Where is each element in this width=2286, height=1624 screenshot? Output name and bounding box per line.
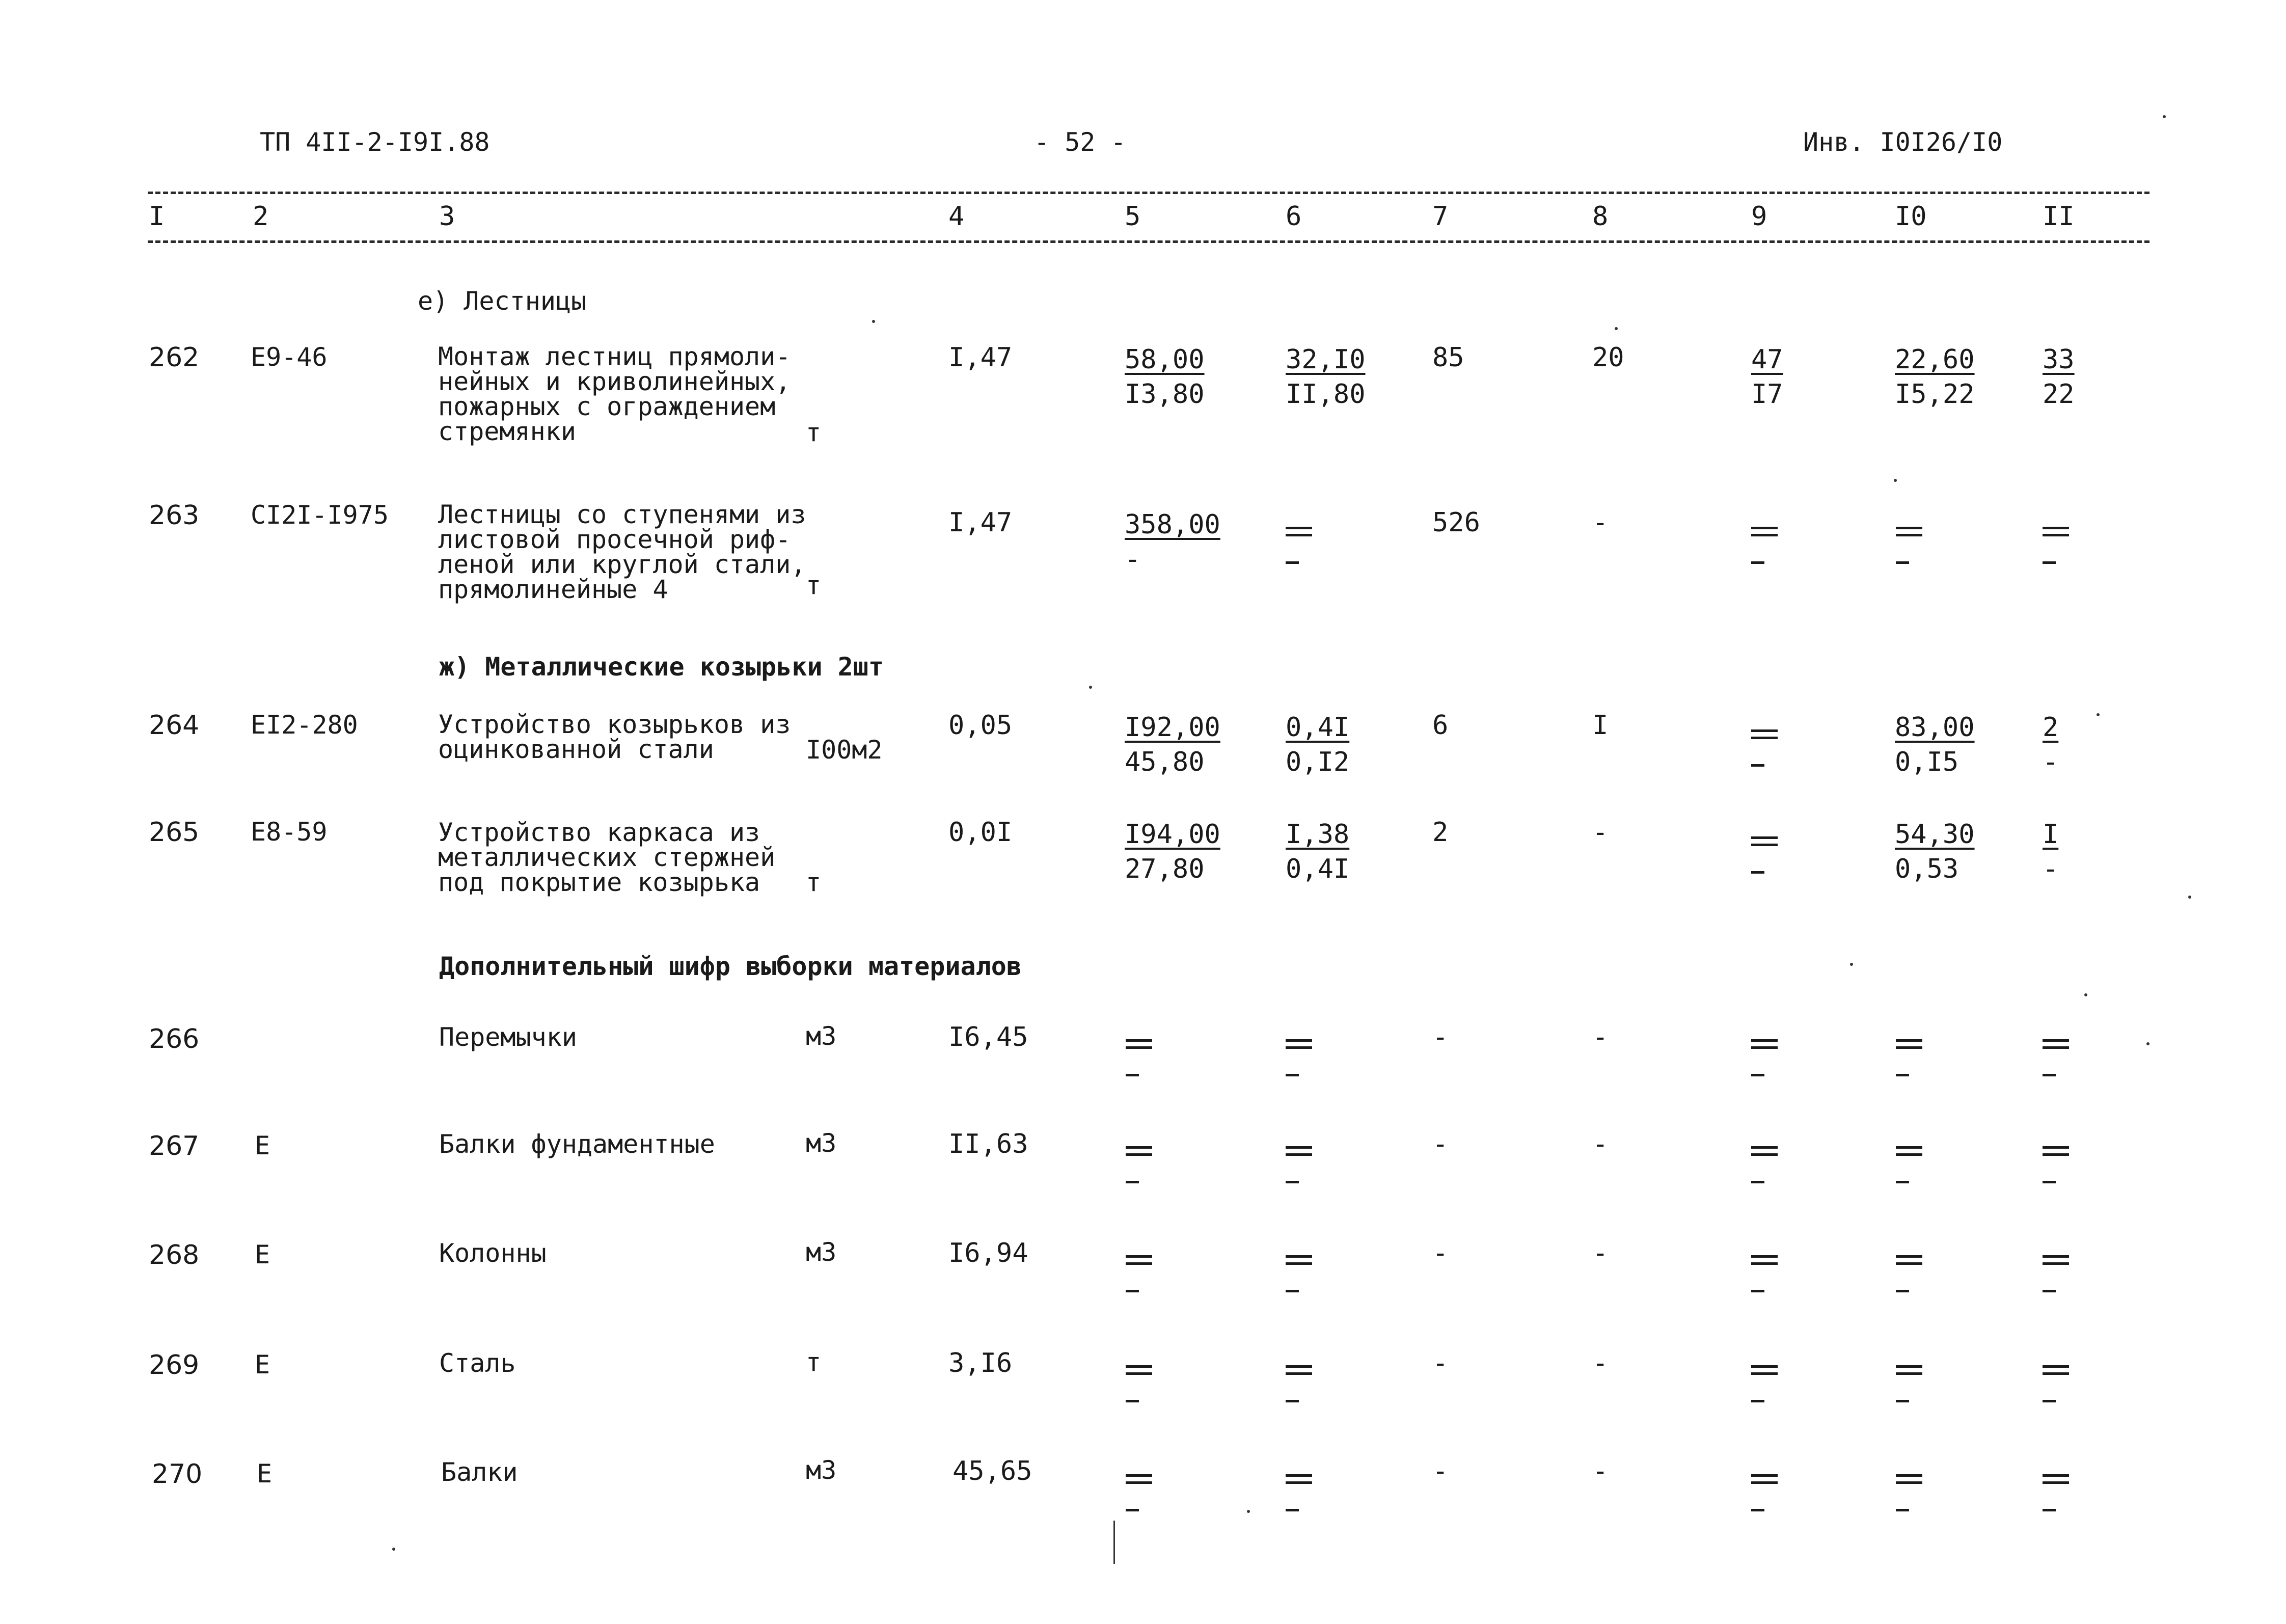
cell-col9-dash (1751, 1027, 1778, 1083)
cell-col6-dash (1286, 1134, 1312, 1190)
cell-col6: $\frac{I,38}{0,4I}$ (1286, 819, 1350, 884)
row-number: 264 (149, 710, 200, 741)
cell-col7: - (1432, 1022, 1449, 1052)
scan-speck (872, 320, 875, 323)
cell-col5-dash (1126, 1462, 1152, 1518)
row-description: Сталь (439, 1348, 516, 1378)
scan-artifact-line (1113, 1521, 1115, 1564)
cell-col11: 2 - (2043, 712, 2059, 777)
cell-col7: 6 (1432, 710, 1449, 741)
cell-col9-dash (1751, 717, 1778, 773)
cell-col8: - (1592, 817, 1609, 848)
col-header-11: II (2043, 201, 2075, 232)
col-header-3: 3 (439, 201, 455, 232)
cell-col5-dash (1126, 1353, 1152, 1409)
cell-col9-dash (1751, 515, 1778, 571)
row-unit: т (806, 418, 822, 447)
cell-col9-dash (1751, 1353, 1778, 1409)
cell-col8: - (1592, 1022, 1609, 1052)
row-quantity: I6,45 (948, 1022, 1028, 1052)
row-description: Балки (441, 1457, 518, 1487)
cell-col10-dash (1896, 515, 1922, 571)
row-unit: т (806, 868, 822, 897)
col-header-7: 7 (1432, 201, 1449, 232)
scan-speck (2097, 713, 2100, 716)
col-header-5: 5 (1125, 201, 1141, 232)
row-quantity: I,47 (948, 507, 1013, 538)
col-header-8: 8 (1592, 201, 1609, 232)
row-unit: т (806, 571, 822, 600)
cell-col9-dash (1751, 1462, 1778, 1518)
row-code: E9-46 (251, 342, 328, 372)
scan-speck (1247, 1510, 1250, 1513)
cell-col6-dash (1286, 1462, 1312, 1518)
cell-col7: - (1432, 1456, 1449, 1486)
scan-speck (2146, 1042, 2149, 1045)
row-code: CI2I-I975 (251, 500, 389, 530)
cell-col11-dash (2043, 1462, 2069, 1518)
cell-col5-dash (1126, 1027, 1152, 1083)
row-description: Монтаж лестниц прямоли- нейных и криволинейных, пожарных с ограждением стремянки (438, 342, 791, 446)
cell-col7: - (1432, 1129, 1449, 1159)
cell-col8: - (1592, 507, 1609, 538)
cell-col7: 2 (1432, 817, 1449, 848)
col-header-10: I0 (1895, 201, 1927, 232)
cell-col5-dash (1126, 1243, 1152, 1299)
cell-col8: I (1592, 710, 1609, 741)
cell-col6-dash (1286, 1027, 1312, 1083)
row-unit: м3 (806, 1021, 837, 1051)
row-quantity: II,63 (948, 1129, 1028, 1159)
row-description: Колонны (439, 1238, 547, 1268)
row-number: 263 (149, 500, 200, 531)
cell-col11-dash (2043, 515, 2069, 571)
scan-speck (1850, 963, 1853, 966)
row-code: E8-59 (251, 817, 328, 847)
row-unit: I00м2 (806, 735, 883, 765)
cell-col8: - (1592, 1456, 1609, 1486)
cell-col5-dash (1126, 1134, 1152, 1190)
cell-col6-dash (1286, 515, 1312, 571)
row-unit: м3 (806, 1237, 837, 1267)
row-quantity: 45,65 (953, 1456, 1032, 1486)
cell-col9-dash (1751, 1134, 1778, 1190)
cell-col8: - (1592, 1238, 1609, 1268)
cell-col11-dash (2043, 1243, 2069, 1299)
cell-col11-dash (2043, 1353, 2069, 1409)
row-quantity: I,47 (948, 342, 1013, 373)
scan-speck (2163, 115, 2166, 118)
scan-speck (2084, 993, 2087, 996)
row-code: E (255, 1350, 270, 1379)
cell-col11: I - (2043, 819, 2059, 884)
cell-col10: $\frac{22,60}{I5,22}$ (1895, 344, 1975, 410)
col-header-1: I (149, 201, 165, 232)
cell-col9-dash (1751, 1243, 1778, 1299)
cell-col10: $\frac{54,30}{0,53}$ (1895, 819, 1975, 884)
row-description: Устройство каркаса из металлических стержней под покрытие козырька (438, 818, 776, 897)
row-description: Лестницы со ступенями из листовой просечной риф- леной или круглой стали, прямолинейные 4 (438, 500, 806, 604)
cell-col7: - (1432, 1238, 1449, 1268)
section-title-canopies: ж) Металлические козырьки 2шт (439, 652, 884, 682)
section-title-materials: Дополнительный шифр выборки материалов (439, 952, 1022, 981)
cell-col8: - (1592, 1348, 1609, 1378)
row-number: 267 (149, 1131, 200, 1161)
cell-col10-dash (1896, 1243, 1922, 1299)
col-header-6: 6 (1286, 201, 1302, 232)
row-number: 269 (149, 1350, 200, 1381)
cell-col9: $\frac{47}{I7}$ (1751, 344, 1783, 410)
cell-col8: - (1592, 1129, 1609, 1159)
cell-col9-dash (1751, 824, 1778, 880)
cell-col6-dash (1286, 1243, 1312, 1299)
row-description: Балки фундаментные (439, 1129, 715, 1159)
cell-col10-dash (1896, 1027, 1922, 1083)
row-description: Перемычки (439, 1022, 577, 1052)
row-code: EI2-280 (251, 710, 358, 740)
row-code: E (255, 1240, 270, 1269)
row-quantity: 3,I6 (948, 1348, 1013, 1378)
row-unit: м3 (806, 1128, 837, 1158)
row-number: 270 (152, 1459, 203, 1490)
row-description: Устройство козырьков из оцинкованной стали (438, 710, 791, 764)
row-quantity: 0,0I (948, 817, 1013, 848)
col-header-4: 4 (948, 201, 965, 232)
row-unit: т (806, 1347, 822, 1377)
cell-col5: $\frac{58,00}{I3,80}$ (1125, 344, 1205, 410)
page-number: - 52 - (1034, 127, 1126, 157)
row-code: E (255, 1131, 270, 1160)
cell-col5: 358,00 - (1125, 509, 1220, 575)
col-header-2: 2 (253, 201, 269, 232)
cell-col5: $\frac{I92,00}{45,80}$ (1125, 712, 1220, 777)
cell-col7: 526 (1432, 507, 1480, 538)
cell-col11-dash (2043, 1134, 2069, 1190)
section-title-stairs: е) Лестницы (418, 286, 587, 316)
row-number: 265 (149, 817, 200, 848)
row-quantity: I6,94 (948, 1238, 1028, 1268)
cell-col7: - (1432, 1348, 1449, 1378)
cell-col10-dash (1896, 1462, 1922, 1518)
scan-speck (1894, 479, 1897, 482)
row-quantity: 0,05 (948, 710, 1013, 741)
scan-speck (1615, 327, 1618, 330)
cell-col5: $\frac{I94,00}{27,80}$ (1125, 819, 1220, 884)
cell-col11-dash (2043, 1027, 2069, 1083)
row-number: 262 (149, 342, 200, 373)
scan-speck (2188, 896, 2191, 899)
inventory-number: Инв. I0I26/I0 (1803, 127, 2003, 157)
cell-col10: $\frac{83,00}{0,I5}$ (1895, 712, 1975, 777)
cell-col6: $\frac{0,4I}{0,I2}$ (1286, 712, 1350, 777)
row-unit: м3 (806, 1455, 837, 1485)
cell-col11: $\frac{33}{22}$ (2043, 344, 2075, 410)
scan-speck (392, 1548, 395, 1551)
cell-col6-dash (1286, 1353, 1312, 1409)
cell-col10-dash (1896, 1134, 1922, 1190)
cell-col8: 20 (1592, 342, 1624, 373)
scan-speck (1089, 686, 1092, 689)
row-code: E (257, 1459, 273, 1488)
header-rule-top (148, 192, 2149, 194)
cell-col7: 85 (1432, 342, 1464, 373)
document-code: ТП 4II-2-I9I.88 (260, 127, 490, 157)
row-number: 268 (149, 1240, 200, 1270)
cell-col6: $\frac{32,I0}{II,80}$ (1286, 344, 1366, 410)
header-rule-bottom (148, 240, 2149, 243)
row-number: 266 (149, 1024, 200, 1054)
col-header-9: 9 (1751, 201, 1767, 232)
cell-col10-dash (1896, 1353, 1922, 1409)
